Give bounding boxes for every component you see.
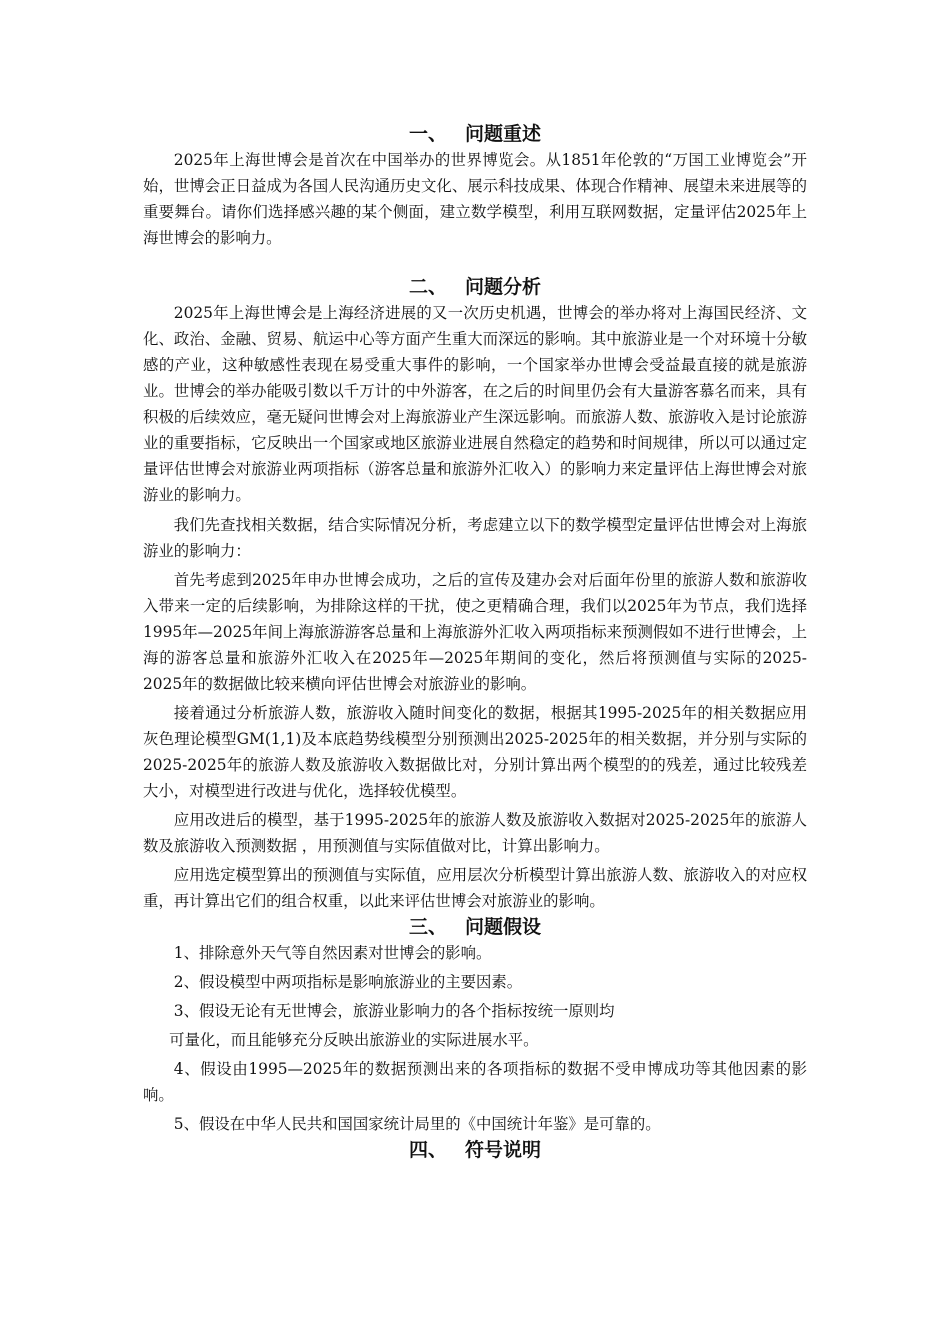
paragraph: 首先考虑到2025年申办世博会成功，之后的宣传及建办会对后面年份里的旅游人数和旅游收入带来一定的后续影响，为排除这样的干扰，使之更精确合理，我们以2025年为节点，我们选择1995年—2025年间上海旅游游客总量和上海旅游外汇收入两项指标来预测假如不进行世博会，上海的游客总量和旅游外汇收入在2025年—2025年期间的变化，然后将预测值与实际的2025-2025年的数据做比较来横向评估世博会对旅游业的影响。 <box>143 571 807 693</box>
document-content <box>143 121 807 1163</box>
paragraph: 应用改进后的模型，基于1995-2025年的旅游人数及旅游收入数据对2025-2025年的旅游人数及旅游收入预测数据 ，用预测值与实际值做对比，计算出影响力。 <box>143 811 807 855</box>
paragraph: 接着通过分析旅游人数，旅游收入随时间变化的数据，根据其1995-2025年的相关数据应用灰色理论模型GM(1,1)及本底趋势线模型分别预测出2025-2025年的相关数据，并分别与实际的2025-2025年的旅游人数及旅游收入数据做比对，分别计算出两个模型的的残差，通过比较残差大小，对模型进行改进与优化，选择较优模型。 <box>143 704 807 800</box>
paragraph: 2025年上海世博会是上海经济进展的又一次历史机遇，世博会的举办将对上海国民经济、文化、政治、金融、贸易、航运中心等方面产生重大而深远的影响。其中旅游业是一个对环境十分敏感的产业，这种敏感性表现在易受重大事件的影响，一个国家举办世博会受益最直接的就是旅游业。世博会的举办能吸引数以千万计的中外游客，在之后的时间里仍会有大量游客慕名而来，具有积极的后续效应，毫无疑问世博会对上海旅游业产生深远影响。而旅游人数、旅游收入是讨论旅游业的重要指标，它反映出一个国家或地区旅游业进展自然稳定的趋势和时间规律，所以可以通过定量评估世博会对旅游业两项指标（游客总量和旅游外汇收入）的影响力来定量评估上海世博会对旅游业的影响力。 <box>143 304 807 504</box>
paragraph: 我们先查找相关数据，结合实际情况分析，考虑建立以下的数学模型定量评估世博会对上海旅游业的影响力： <box>143 516 807 560</box>
paragraph: 应用选定模型算出的预测值与实际值，应用层次分析模型计算出旅游人数、旅游收入的对应权重，再计算出它们的组合权重，以此来评估世博会对旅游业的影响。 <box>143 866 807 910</box>
list-item: 3、假设无论有无世博会，旅游业影响力的各个指标按统一原则均 <box>173 1002 615 1020</box>
section-heading-4: 四、 符号说明 <box>408 1139 542 1161</box>
paragraph: 2025年上海世博会是首次在中国举办的世界博览会。从1851年伦敦的“万国工业博览会”开始，世博会正日益成为各国人民沟通历史文化、展示科技成果、体现合作精神、展望未来进展等的重要舞台。请你们选择感兴趣的某个侧面，建立数学模型，利用互联网数据，定量评估2025年上海世博会的影响力。 <box>143 151 807 247</box>
section-heading-3: 三、 问题假设 <box>408 916 542 938</box>
list-item: 4、假设由1995—2025年的数据预测出来的各项指标的数据不受申博成功等其他因素的影响。 <box>143 1060 807 1104</box>
section-heading-1: 一、 问题重述 <box>408 123 542 145</box>
section-heading-2: 二、 问题分析 <box>408 276 542 298</box>
list-item: 可量化，而且能够充分反映出旅游业的实际进展水平。 <box>169 1031 539 1049</box>
list-item: 5、假设在中华人民共和国国家统计局里的《中国统计年鉴》是可靠的。 <box>173 1115 661 1133</box>
list-item: 1、排除意外天气等自然因素对世博会的影响。 <box>173 944 492 962</box>
list-item: 2、假设模型中两项指标是影响旅游业的主要因素。 <box>173 973 523 991</box>
